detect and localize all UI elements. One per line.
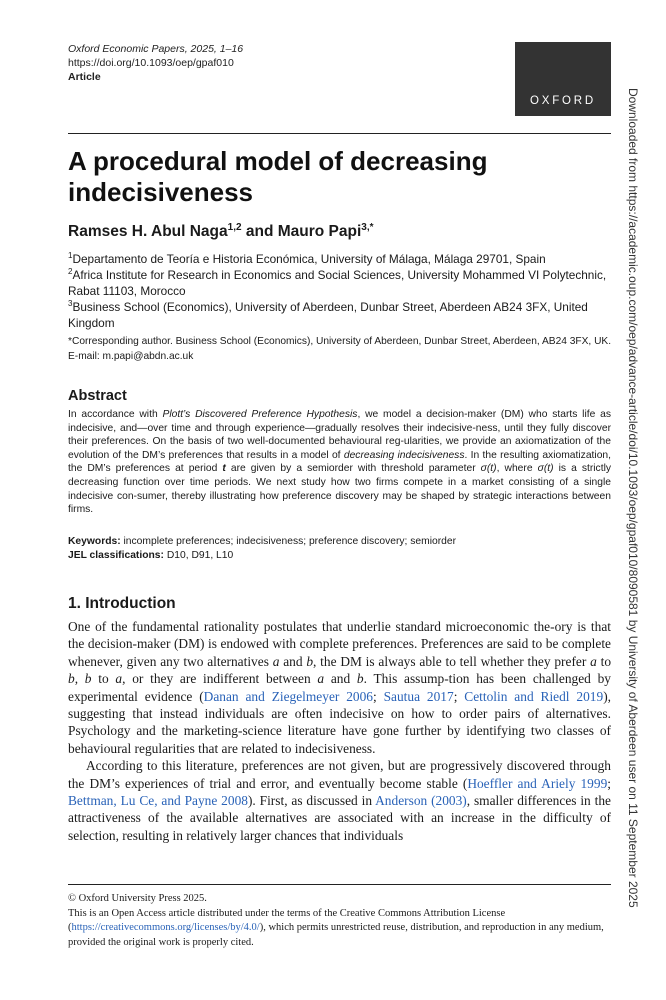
citation-link[interactable]: Cettolin and Riedl 2019 (464, 688, 604, 704)
section-body (68, 618, 611, 844)
author-affiliation-sup: 1,2 (227, 222, 242, 233)
paragraph: According to this literature, preferences are not given, but are progressively discovered through the DM’s experiences of trial and error, and eventually become stable (Hoeffler and Ariely 1999; Bettman, Lu Ce, and Payne 2008). First, as discussed in Anderson (2003), smaller differences in the attractiveness of the available alternatives are associated with an increase in the difficulty of selection, resulting in relatively larger chances that individuals (68, 758, 611, 843)
author-list (68, 222, 374, 242)
corresponding-mark: * (369, 222, 374, 233)
download-watermark: Downloaded from https://academic.oup.com/oep/advance-article/doi/10.1093/oep/gpaf010/8090581 by University of Aberdeen user on 11 September 2025 (626, 88, 640, 908)
copyright-footer (68, 892, 611, 950)
keywords-block (68, 535, 611, 562)
affiliation: $^2$Africa Institute for Research in Economics and Social Sciences, University Mohammed VI Polytechnic, Rabat 11103, Morocco (68, 267, 607, 298)
abstract-heading: Abstract (68, 388, 127, 404)
license-link[interactable]: https://creativecommons.org/licenses/by/4.0/ (71, 922, 260, 933)
footer-rule (68, 884, 611, 885)
affiliations (68, 251, 613, 364)
affiliation: $^1$Departamento de Teoría e Historia Económica, University of Málaga, Málaga 29701, Spain (68, 251, 546, 266)
author-conjunction: and (241, 223, 278, 240)
article-type: Article (68, 71, 101, 83)
article-title: A procedural model of decreasing indecisiveness (68, 146, 488, 207)
section-heading: 1. Introduction (68, 595, 176, 612)
abstract-text: In accordance with Plott’s Discovered Preference Hypothesis, we model a decision-maker (DM) who starts life as indecisive, and—over time and through experience—gradually resolves their indecisive-ness, until they fully discover their preferences. On the basis of two well-documented behavioural reg-ularities, we provide an axiomatization of the evolution of the DM’s preferences that results in a model of decreasing indecisiveness. In the resulting axiomatization, the DM’s preferences at period t are given by a semiorder with threshold parameter σ(t), where σ(t) is a strictly decreasing function over time periods. We next study how two firms compete in a market consisting of a single indecisive con-sumer, thereby illustrating how preference discovery may be shaped by strategic interactions between firms. (68, 409, 612, 516)
author-name[interactable]: Mauro Papi (277, 223, 362, 240)
affiliation: $^3$Business School (Economics), University of Aberdeen, Dunbar Street, Aberdeen AB24 3FX, United Kingdom (68, 299, 588, 330)
jel-classifications: JEL classifications: D10, D91, L10 (68, 549, 234, 561)
article-header (68, 42, 243, 84)
copyright: © Oxford University Press 2025. (68, 893, 207, 904)
keywords: Keywords: incomplete preferences; indecisiveness; preference discovery; semiorder (68, 536, 457, 547)
citation-link[interactable]: Sautua 2017 (383, 688, 454, 704)
oxford-logo: OXFORD (515, 42, 611, 116)
doi-link[interactable]: https://doi.org/10.1093/oep/gpaf010 (68, 57, 234, 69)
license-notice: This is an Open Access article distributed under the terms of the Creative Commons Attribution License (https://creativecommons.org/licenses/by/4.0/), which permits unrestricted reuse, distribution, and reproduction in any medium, provided the original work is properly cited. (68, 907, 604, 948)
citation-link[interactable]: Hoeffler and Ariely 1999 (467, 775, 608, 791)
paragraph: One of the fundamental rationality postulates that underlie standard microeconomic the-ory is that the decision-maker (DM) is endowed with complete preferences. Preferences are said to be complete whenever, given any two alternatives a and b, the DM is always able to tell whether they prefer a to b, b to a, or they are indifferent between a and b. This assump-tion has been challenged by experimental evidence (Danan and Ziegelmeyer 2006; Sautua 2017; Cettolin and Riedl 2019), suggesting that instead individuals are often indecisive on how to order pairs of alternatives. Psychology and the marketing-science literature have gone further by identifying two classes of behavioural regularities that are related to indecisiveness. (68, 619, 612, 756)
citation-link[interactable]: Danan and Ziegelmeyer 2006 (203, 688, 373, 704)
citation-link[interactable]: Bettman, Lu Ce, and Payne 2008 (68, 793, 248, 809)
corresponding-author-note: *Corresponding author. Business School (Economics), University of Aberdeen, Dunbar Street, Aberdeen, AB24 3FX, UK. E-mail: m.papi@abdn.ac.uk (68, 336, 612, 362)
author-name[interactable]: Ramses H. Abul Naga (68, 223, 228, 240)
citation-link[interactable]: Anderson (2003) (375, 793, 467, 809)
header-rule (68, 133, 611, 134)
author-affiliation-sup: 3,* (361, 222, 374, 233)
journal-citation: Oxford Economic Papers, 2025, 1–16 (68, 43, 244, 55)
